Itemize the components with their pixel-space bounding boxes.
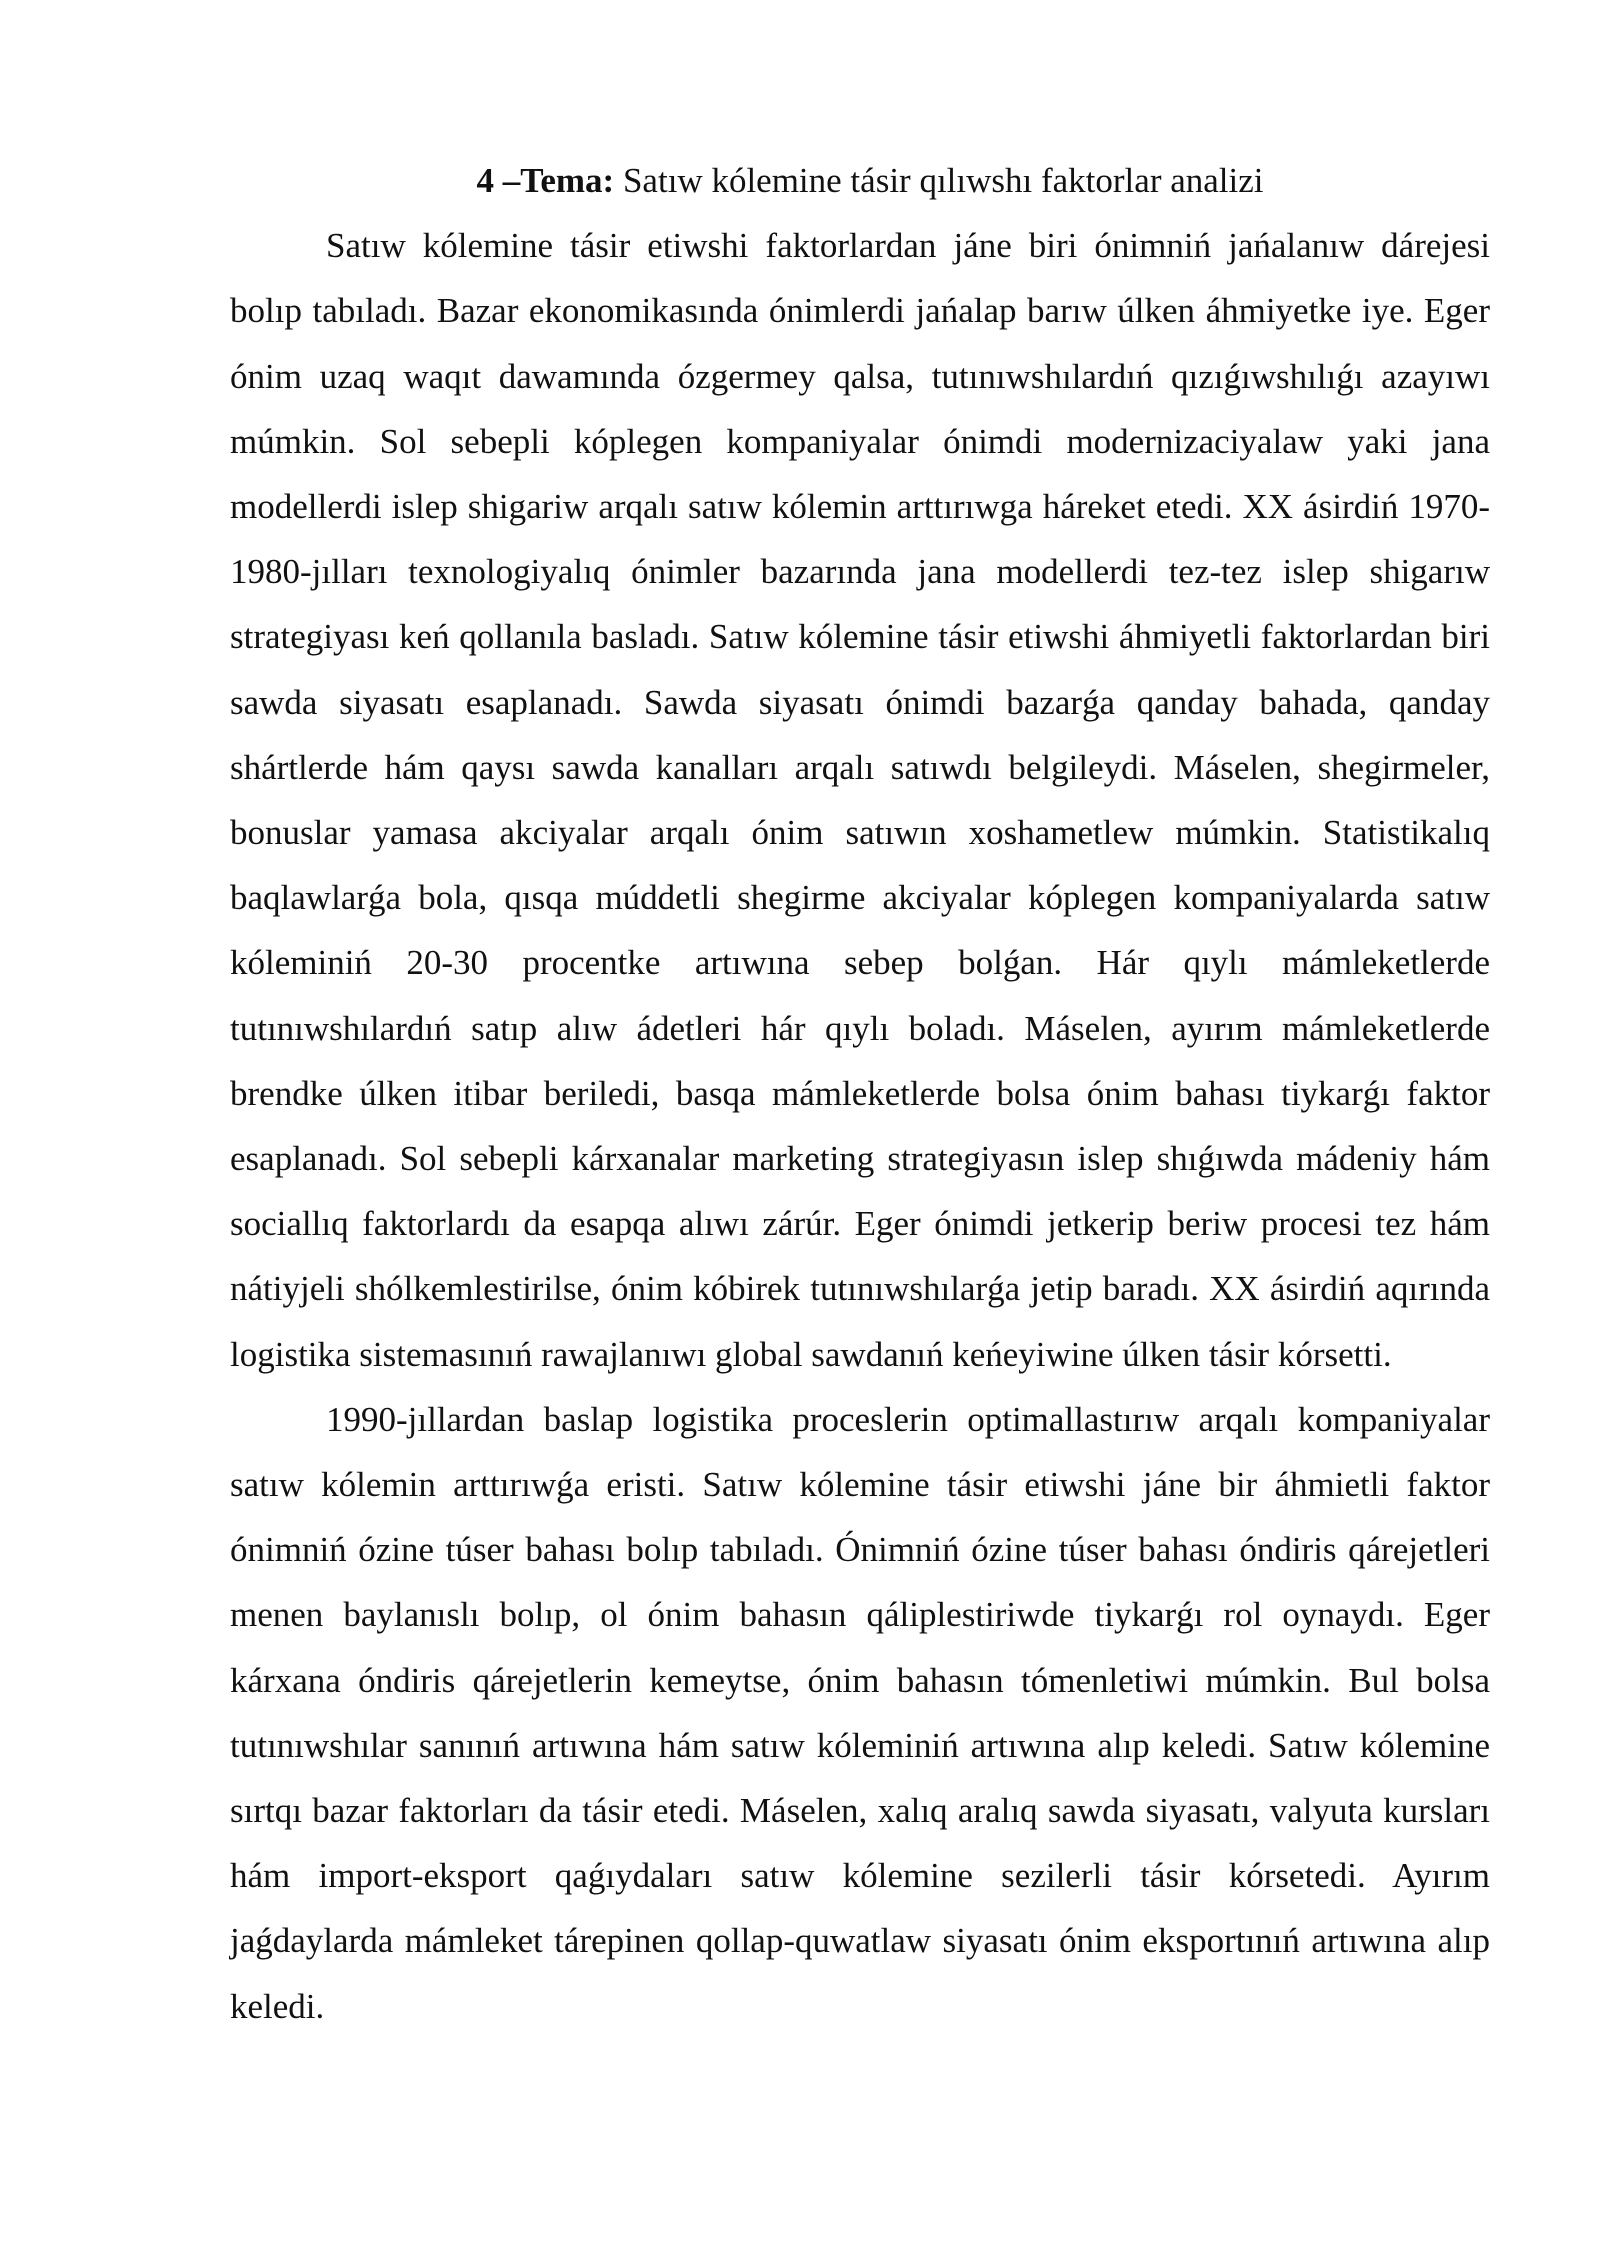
document-title [230,148,1490,213]
paragraph-2: 1990-jıllardan baslap logistika proceslerin optimallastırıw arqalı kompaniyalar satıw kólemin arttırıwǵa eristi. Satıw kólemine tásir etiwshi jáne bir áhmietli faktor ónimniń ózine túser bahası bolıp tabıladı. Ónimniń ózine túser bahası óndiris qárejetleri menen baylanıslı bolıp, ol ónim bahasın qáliplestiriwde tiykarǵı rol oynaydı. Eger kárxana óndiris qárejetlerin kemeytse, ónim bahasın tómenletiwi múmkin. Bul bolsa tutınıwshılar sanınıń artıwına hám satıw kóleminiń artıwına alıp keledi. Satıw kólemine sırtqı bazar faktorları da tásir etedi. Máselen, xalıq aralıq sawda siyasatı, valyuta kursları hám import-eksport qaǵıydaları satıw kólemine sezilerli tásir kórsetedi. Ayırım jaǵdaylarda mámleket tárepinen qollap-quwatlaw siyasatı ónim eksportınıń artıwına alıp keledi. [230,1399,1490,2026]
document-page [230,148,1490,2039]
title-text: Satıw kólemine tásir qılıwshı faktorlar analizi [622,161,1264,200]
title-label: 4 –Tema: [476,161,615,200]
paragraph-1: Satıw kólemine tásir etiwshi faktorlardan jáne biri ónimniń jańalanıw dárejesi bolıp tabıladı. Bazar ekonomikasında ónimlerdi jańalap barıw úlken áhmiyetke iye. Eger ónim uzaq waqıt dawamında ózgermey qalsa, tutınıwshılardıń qızıǵıwshılıǵı azayıwı múmkin. Sol sebepli kóplegen kompaniyalar ónimdi modernizaciyalaw yaki jana modellerdi islep shigariw arqalı satıw kólemin arttırıwga háreket etedi. XX ásirdiń 1970-1980-jılları texnologiyalıq ónimler bazarında jana modellerdi tez-tez islep shigarıw strategiyası keń qollanıla basladı. Satıw kólemine tásir etiwshi áhmiyetli faktorlardan biri sawda siyasatı esaplanadı. Sawda siyasatı ónimdi bazarǵa qanday bahada, qanday shártlerde hám qaysı sawda kanalları arqalı satıwdı belgileydi. Máselen, shegirmeler, bonuslar yamasa akciyalar arqalı ónim satıwın xoshametlew múmkin. Statistikalıq baqlawlarǵa bola, qısqa múddetli shegirme akciyalar kóplegen kompaniyalarda satıw kóleminiń 20-30 procentke artıwına sebep bolǵan. Hár qıylı mámleketlerde tutınıwshılardıń satıp alıw ádetleri hár qıylı boladı. Máselen, ayırım mámleketlerde brendke úlken itibar beriledi, basqa mámleketlerde bolsa ónim bahası tiykarǵı faktor esaplanadı. Sol sebepli kárxanalar marketing strategiyasın islep shıǵıwda mádeniy hám sociallıq faktorlardı da esapqa alıwı zárúr. Eger ónimdi jetkerip beriw procesi tez hám nátiyjeli shólkemlestirilse, ónim kóbirek tutınıwshılarǵa jetip baradı. XX ásirdiń aqırında logistika sistemasınıń rawajlanıwı global sawdanıń keńeyiwine úlken tásir kórsetti. [230,226,1490,1374]
